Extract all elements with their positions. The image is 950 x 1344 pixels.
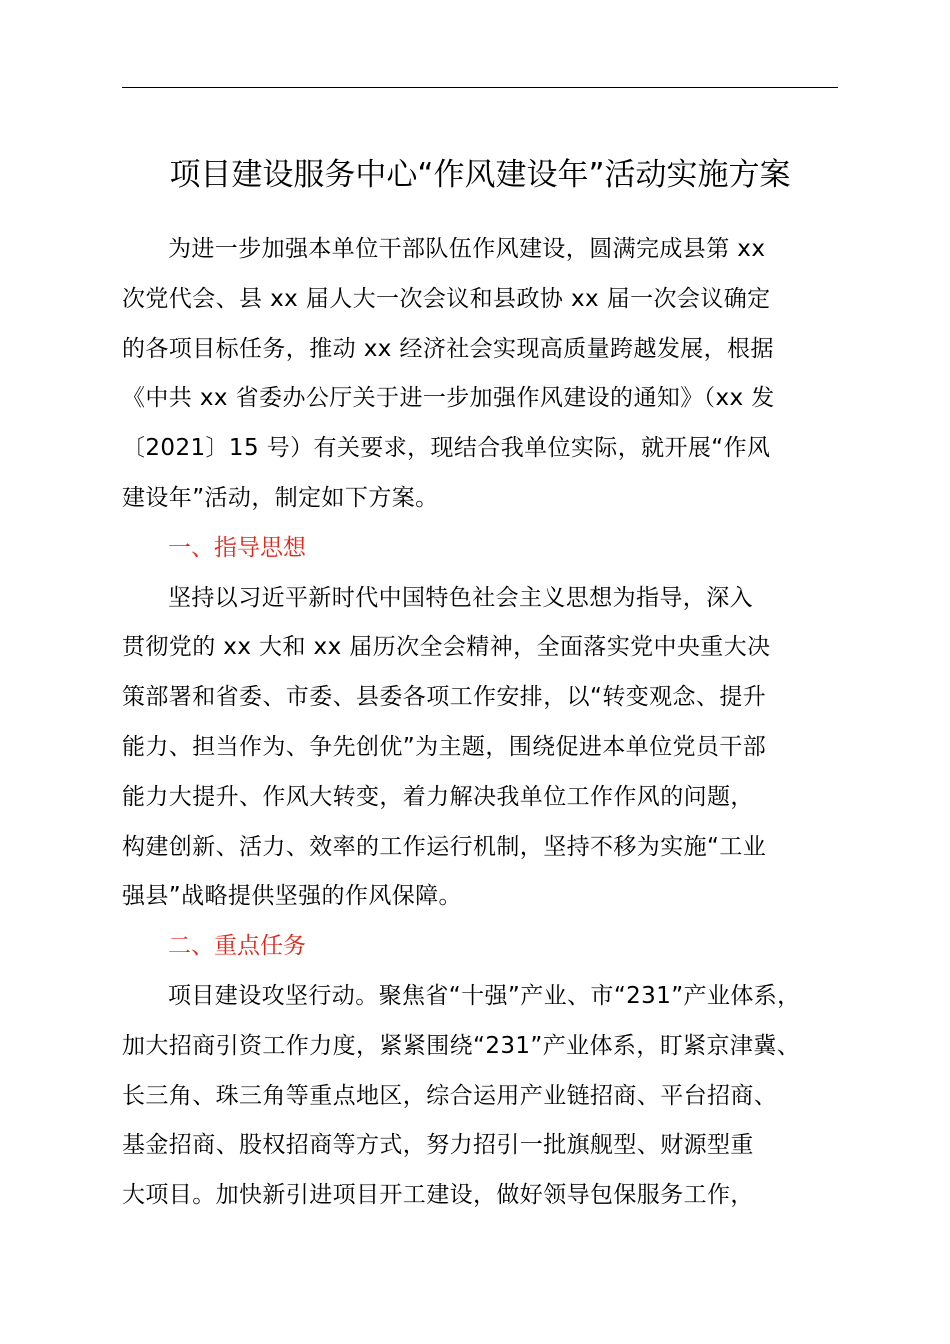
text-line: 次党代会、县 xx 届人大一次会议和县政协 xx 届一次会议确定 <box>122 285 771 312</box>
text-line: 的各项目标任务，推动 xx 经济社会实现高质量跨越发展，根据 <box>122 335 774 362</box>
text-line: 策部署和省委、市委、县委各项工作安排，以“转变观念、提升 <box>122 684 767 711</box>
text-line: 长三角、珠三角等重点地区，综合运用产业链招商、平台招商、 <box>122 1082 778 1109</box>
document-title: 项目建设服务中心“作风建设年”活动实施方案 <box>169 157 791 193</box>
text-line: 构建创新、活力、效率的工作运行机制，坚持不移为实施“工业 <box>122 833 767 860</box>
text-line: 基金招商、股权招商等方式，努力招引一批旗舰型、财源型重 <box>122 1132 754 1159</box>
key-tasks-paragraph <box>122 972 852 1221</box>
text-line: 建设年”活动，制定如下方案。 <box>122 484 439 511</box>
text-line: 坚持以习近平新时代中国特色社会主义思想为指导，深入 <box>168 584 753 611</box>
header-rule <box>122 87 838 88</box>
document-body <box>122 225 852 1221</box>
text-line: 能力、担当作为、争先创优”为主题，围绕促进本单位党员干部 <box>122 733 767 760</box>
text-line: 《中共 xx 省委办公厅关于进一步加强作风建设的通知》（xx 发 <box>122 385 775 412</box>
text-line: 能力大提升、作风大转变，着力解决我单位工作作风的问题， <box>122 783 754 810</box>
text-line: 为进一步加强本单位干部队伍作风建设，圆满完成县第 xx <box>168 236 766 262</box>
section-heading-guiding-ideology: 一、指导思想 <box>168 534 306 561</box>
text-line: 强县”战略提供坚强的作风保障。 <box>122 883 462 910</box>
section-heading-key-tasks: 二、重点任务 <box>168 933 306 960</box>
intro-paragraph <box>122 225 852 524</box>
text-line: 〔2021〕15 号）有关要求，现结合我单位实际，就开展“作风 <box>122 435 771 462</box>
text-line: 大项目。加快新引进项目开工建设，做好领导包保服务工作， <box>122 1182 754 1209</box>
text-line: 贯彻党的 xx 大和 xx 届历次全会精神，全面落实党中央重大决 <box>122 634 771 661</box>
guiding-ideology-paragraph <box>122 574 852 923</box>
text-line: 项目建设攻坚行动。聚焦省“十强”产业、市“231”产业体系， <box>168 982 801 1009</box>
text-line: 加大招商引资工作力度，紧紧围绕“231”产业体系，盯紧京津冀、 <box>122 1032 801 1059</box>
